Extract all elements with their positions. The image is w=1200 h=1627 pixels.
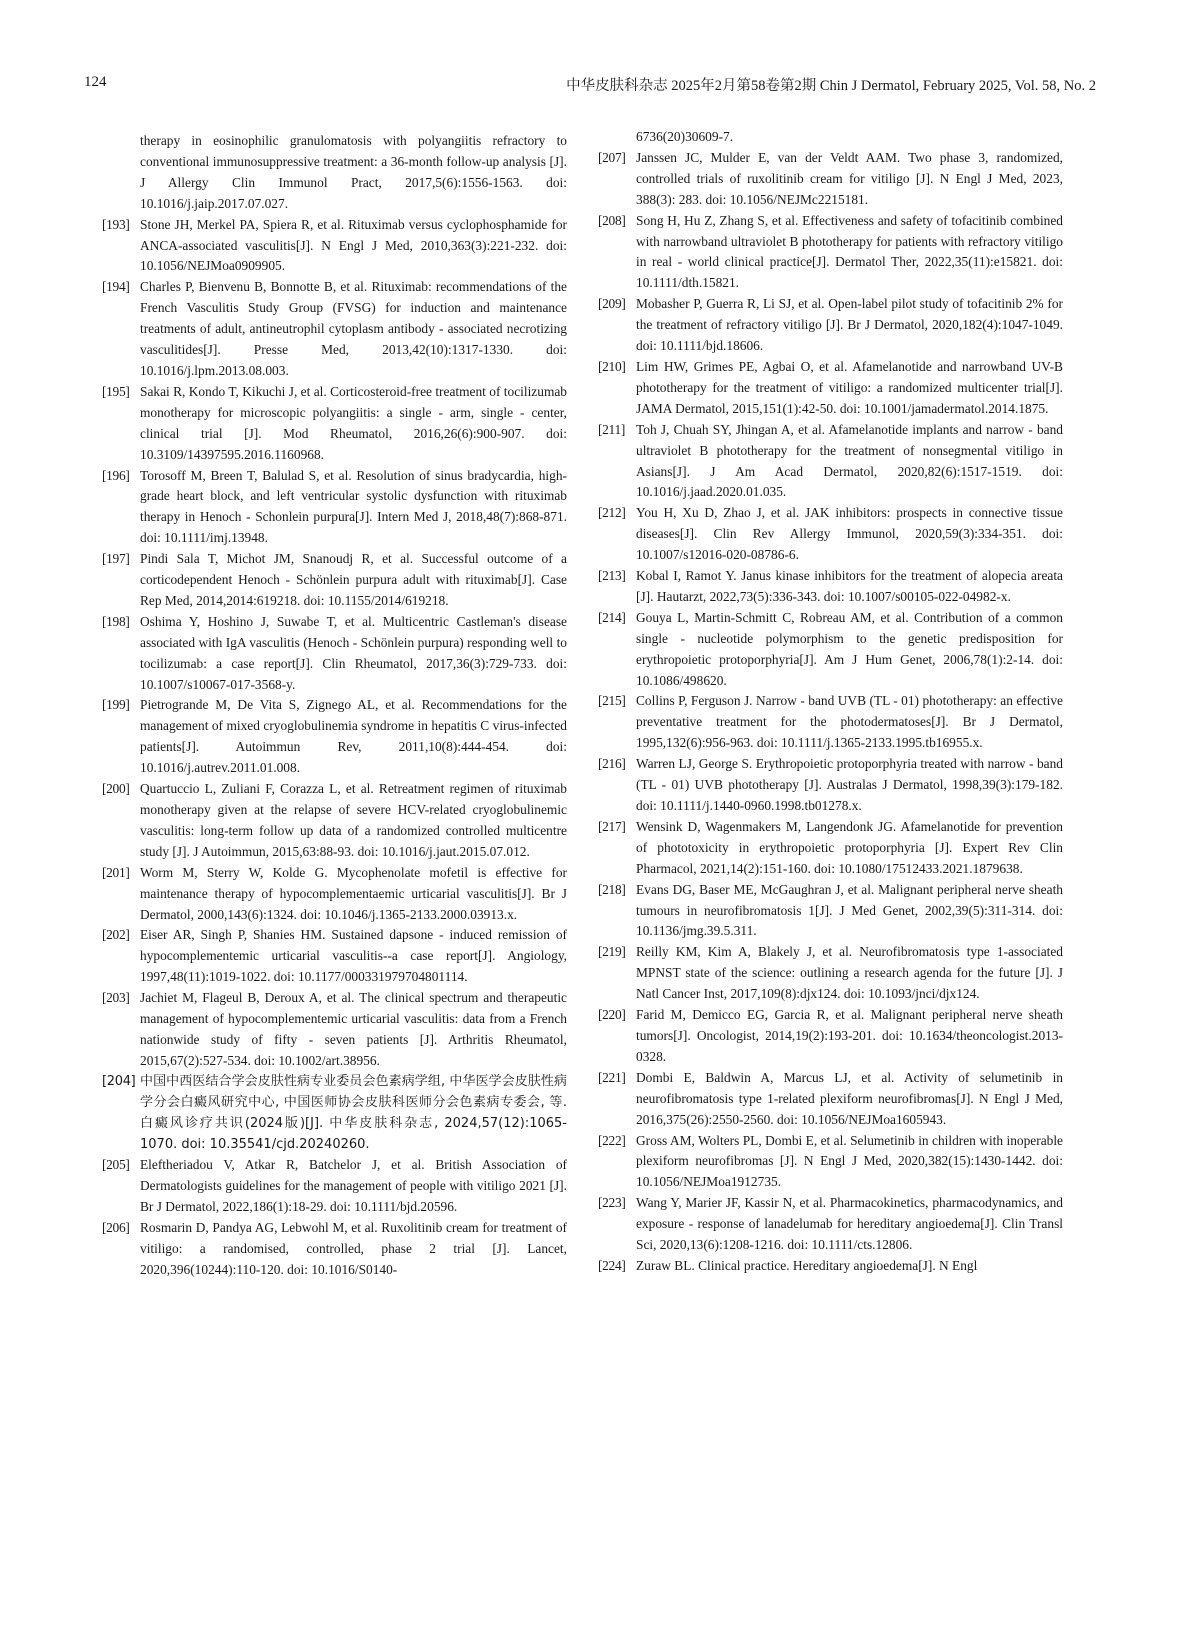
reference-text: Farid M, Demicco EG, Garcia R, et al. Malignant peripheral nerve sheath tumors[J]. Oncologist, 2014,19(2):193-201. doi: 10.1634/theoncologist.2013-0328.	[636, 1007, 1063, 1064]
reference-text: 6736(20)30609-7.	[636, 129, 734, 144]
reference-text: Pindi Sala T, Michot JM, Snanoudj R, et al. Successful outcome of a corticodependent Henoch - Schönlein purpura adult with rituximab[J]. Case Rep Med, 2014,2014:619218. doi: 10.1155/2014/619218.	[140, 551, 567, 608]
reference-number: [223]	[598, 1195, 626, 1211]
reference-text: Pietrogrande M, De Vita S, Zignego AL, et al. Recommendations for the management of mixed cryoglobulinemia syndrome in hepatitis C virus-infected patients[J]. Autoimmun Rev, 2011,10(8):444-454. doi: 10.1016/j.autrev.2011.01.008.	[140, 697, 567, 776]
reference-text: Charles P, Bienvenu B, Bonnotte B, et al. Rituximab: recommendations of the French Vasculitis Study Group (FVSG) for induction and maintenance treatments of adult, antineutrophil cytoplasm antibody - associated necrotizing vasculitides[J]. Presse Med, 2013,42(10):1317-1330. doi: 10.1016/j.lpm.2013.08.003.	[140, 279, 567, 378]
reference-text: Eiser AR, Singh P, Shanies HM. Sustained dapsone - induced remission of hypocomplementemic urticarial vasculitis--a case report[J]. Angiology, 1997,48(11):1019-1022. doi: 10.1177/000331979704801114.	[140, 927, 567, 985]
reference-entry	[102, 1072, 567, 1156]
reference-text: therapy in eosinophilic granulomatosis with polyangiitis refractory to conventional immunosuppressive treatment: a 36-month follow-up analysis [J]. J Allergy Clin Immunol Pract, 2017,5(6):1556-1563. doi: 10.1016/j.jaip.2017.07.027.	[140, 133, 567, 211]
reference-text: Evans DG, Baser ME, McGaughran J, et al. Malignant peripheral nerve sheath tumours in neurofibromatosis 1[J]. J Med Genet, 2002,39(5):311-314. doi: 10.1136/jmg.39.5.311.	[636, 881, 1063, 939]
reference-entry	[598, 1131, 1063, 1194]
reference-number: [220]	[598, 1007, 626, 1023]
reference-number: [207]	[598, 149, 626, 165]
reference-entry	[598, 1005, 1063, 1068]
reference-text: 中国中西医结合学会皮肤性病专业委员会色素病学组, 中华医学会皮肤性病学分会白癜风研究中心, 中国医师协会皮肤科医师分会色素病专委会, 等. 白癜风诊疗共识(2024版)[J]. 中华皮肤科杂志, 2024,57(12):1065-1070. doi: 10.35541/cjd.20240260.	[140, 1073, 567, 1152]
reference-entry	[102, 695, 567, 779]
reference-text: Sakai R, Kondo T, Kikuchi J, et al. Corticosteroid-free treatment of tocilizumab monotherapy for microscopic polyangiitis: a single - arm, single - center, clinical trial [J]. Mod Rheumatol, 2016,26(6):900-907. doi: 10.3109/14397595.2016.1160968.	[140, 383, 567, 462]
reference-number: [216]	[598, 756, 626, 772]
journal-running-title: 中华皮肤科杂志 2025年2月第58卷第2期 Chin J Dermatol, February 2025, Vol. 58, No. 2	[566, 78, 1096, 94]
reference-text: Toh J, Chuah SY, Jhingan A, et al. Afamelanotide implants and narrow - band ultraviolet B phototherapy for the treatment of nonsegmental vitiligo in Asians[J]. J Am Acad Dermatol, 2020,82(6):1517-1519. doi: 10.1016/j.jaad.2020.01.035.	[636, 421, 1063, 500]
reference-text: Jachiet M, Flageul B, Deroux A, et al. The clinical spectrum and therapeutic management of hypocomplementemic urticarial vasculitis: data from a French nationwide study of fifty - seven patients [J]. Arthritis Rheumatol, 2015,67(2):527-534. doi: 10.1002/art.38956.	[140, 990, 567, 1068]
reference-number: [198]	[102, 613, 130, 629]
reference-number: [222]	[598, 1132, 626, 1148]
reference-entry	[598, 608, 1063, 692]
reference-number: [212]	[598, 505, 626, 521]
reference-entry	[102, 612, 567, 696]
reference-entry	[102, 277, 567, 382]
reference-text: Eleftheriadou V, Atkar R, Batchelor J, et al. British Association of Dermatologists guidelines for the management of people with vitiligo 2021 [J]. Br J Dermatol, 2022,186(1):18-29. doi: 10.1111/bjd.20596.	[140, 1157, 567, 1215]
reference-number: [217]	[598, 818, 626, 834]
left-reference-column	[102, 131, 567, 1281]
reference-number: [201]	[102, 864, 130, 880]
reference-entry	[598, 148, 1063, 211]
reference-entry	[598, 1256, 1063, 1277]
reference-entry	[598, 420, 1063, 504]
reference-text: Lim HW, Grimes PE, Agbai O, et al. Afamelanotide and narrowband UV-B phototherapy for the treatment of vitiligo: a randomized multicenter trial[J]. JAMA Dermatol, 2015,151(1):42-50. doi: 10.1001/jamadermatol.2014.1875.	[636, 358, 1063, 416]
reference-number: [211]	[598, 421, 626, 437]
reference-text: Janssen JC, Mulder E, van der Veldt AAM. Two phase 3, randomized, controlled trials of ruxolitinib cream for vitiligo [J]. N Engl J Med, 2023, 388(3): 283. doi: 10.1056/NEJMc2215181.	[636, 149, 1063, 207]
reference-text: Warren LJ, George S. Erythropoietic protoporphyria treated with narrow - band (TL - 01) UVB phototherapy [J]. Australas J Dermatol, 1998,39(3):179-182. doi: 10.1111/j.1440-0960.1998.tb01278.x.	[636, 756, 1063, 813]
reference-text: Rosmarin D, Pandya AG, Lebwohl M, et al. Ruxolitinib cream for treatment of vitiligo: a randomised, controlled, phase 2 trial [J]. Lancet, 2020,396(10244):110-120. doi: 10.1016/S0140-	[140, 1220, 567, 1277]
reference-entry	[598, 1068, 1063, 1131]
reference-number: [209]	[598, 296, 626, 312]
reference-text: Gross AM, Wolters PL, Dombi E, et al. Selumetinib in children with inoperable plexiform neurofibromas [J]. N Engl J Med, 2020,382(15):1430-1442. doi: 10.1056/NEJMoa1912735.	[636, 1132, 1063, 1190]
reference-text: Song H, Hu Z, Zhang S, et al. Effectiveness and safety of tofacitinib combined with narrowband ultraviolet B phototherapy for patients with refractory vitiligo in real - world clinical practice[J]. Dermatol Ther, 2022,35(11):e15821. doi: 10.1111/dth.15821.	[636, 212, 1063, 291]
reference-text: You H, Xu D, Zhao J, et al. JAK inhibitors: prospects in connective tissue diseases[J]. Clin Rev Allergy Immunol, 2020,59(3):334-351. doi: 10.1007/s12016-020-08786-6.	[636, 505, 1063, 563]
reference-entry	[598, 691, 1063, 754]
reference-number: [206]	[102, 1220, 130, 1236]
reference-entry	[102, 1155, 567, 1218]
reference-text: Wang Y, Marier JF, Kassir N, et al. Pharmacokinetics, pharmacodynamics, and exposure - response of lanadelumab for hereditary angioedema[J]. Clin Transl Sci, 2020,13(6):1208-1216. doi: 10.1111/cts.12806.	[636, 1195, 1063, 1253]
reference-number: [194]	[102, 279, 130, 295]
reference-number: [208]	[598, 212, 626, 228]
reference-text: Torosoff M, Breen T, Balulad S, et al. Resolution of sinus bradycardia, high-grade heart block, and left ventricular systolic dysfunction with rituximab therapy in Henoch - Schonlein purpura[J]. Intern Med J, 2018,48(7):868-871. doi: 10.1111/imj.13948.	[140, 467, 567, 546]
reference-entry	[102, 925, 567, 988]
reference-entry	[598, 294, 1063, 357]
reference-number: [199]	[102, 697, 130, 713]
reference-text: Collins P, Ferguson J. Narrow - band UVB (TL - 01) phototherapy: an effective preventative treatment for the photodermatoses[J]. Br J Dermatol, 1995,132(6):956-963. doi: 10.1111/j.1365-2133.1995.tb16955.x.	[636, 693, 1063, 751]
reference-text: Oshima Y, Hoshino J, Suwabe T, et al. Multicentric Castleman's disease associated with IgA vasculitis (Henoch - Schönlein purpura) responding well to tocilizumab: a case report[J]. Clin Rheumatol, 2017,36(3):729-733. doi: 10.1007/s10067-017-3568-y.	[140, 613, 567, 692]
reference-entry	[598, 566, 1063, 608]
reference-text: Stone JH, Merkel PA, Spiera R, et al. Rituximab versus cyclophosphamide for ANCA-associated vasculitis[J]. N Engl J Med, 2010,363(3):221-232. doi: 10.1056/NEJMoa0909905.	[140, 216, 567, 274]
reference-entry	[598, 942, 1063, 1005]
reference-text: Zuraw BL. Clinical practice. Hereditary angioedema[J]. N Engl	[636, 1257, 978, 1273]
reference-number: [200]	[102, 781, 130, 797]
page-header	[0, 0, 1200, 110]
reference-number: [210]	[598, 358, 626, 374]
reference-entry	[598, 754, 1063, 817]
reference-text: Reilly KM, Kim A, Blakely J, et al. Neurofibromatosis type 1-associated MPNST state of the science: outlining a research agenda for the future [J]. J Natl Cancer Inst, 2017,109(8):djx124. doi: 10.1093/jnci/djx124.	[636, 944, 1063, 1002]
reference-text: Wensink D, Wagenmakers M, Langendonk JG. Afamelanotide for prevention of phototoxicity in erythropoietic protoporphyria [J]. Expert Rev Clin Pharmacol, 2021,14(2):151-160. doi: 10.1080/17512433.2021.1879638.	[636, 818, 1063, 876]
reference-number: [218]	[598, 881, 626, 897]
reference-number: [205]	[102, 1157, 130, 1173]
reference-number: [214]	[598, 609, 626, 625]
reference-text: Kobal I, Ramot Y. Janus kinase inhibitors for the treatment of alopecia areata [J]. Hautarzt, 2022,73(5):336-343. doi: 10.1007/s00105-022-04982-x.	[636, 568, 1063, 604]
reference-entry	[598, 1193, 1063, 1256]
reference-entry	[102, 131, 567, 215]
reference-entry	[102, 466, 567, 550]
reference-entry	[598, 211, 1063, 295]
reference-entry	[102, 779, 567, 863]
reference-number: [221]	[598, 1069, 626, 1085]
reference-text: Quartuccio L, Zuliani F, Corazza L, et al. Retreatment regimen of rituximab monotherapy given at the relapse of severe HCV-related cryoglobulinemic vasculitis: long-term follow up data of a randomized controlled multicentre study [J]. J Autoimmun, 2015,63:88-93. doi: 10.1016/j.jaut.2015.07.012.	[140, 781, 567, 859]
reference-entry	[102, 988, 567, 1072]
reference-entry	[102, 549, 567, 612]
reference-number: [215]	[598, 693, 626, 709]
reference-number: [203]	[102, 990, 130, 1006]
reference-number: [197]	[102, 551, 130, 567]
reference-number: [193]	[102, 216, 130, 232]
reference-text: Worm M, Sterry W, Kolde G. Mycophenolate mofetil is effective for maintenance therapy of hypocomplementaemic urticarial vasculitis[J]. Br J Dermatol, 2000,143(6):1324. doi: 10.1046/j.1365-2133.2000.03913.x.	[140, 864, 567, 922]
reference-number: [202]	[102, 927, 130, 943]
reference-text: Dombi E, Baldwin A, Marcus LJ, et al. Activity of selumetinib in neurofibromatosis type 1-related plexiform neurofibromas[J]. N Engl J Med, 2016,375(26):2550-2560. doi: 10.1056/NEJMoa1605943.	[636, 1069, 1063, 1127]
reference-number: [224]	[598, 1257, 626, 1273]
reference-entry	[102, 1218, 567, 1281]
reference-entry	[598, 357, 1063, 420]
reference-number: [204]	[102, 1073, 136, 1089]
reference-entry	[102, 863, 567, 926]
right-reference-column	[598, 127, 1063, 1277]
reference-entry	[598, 127, 1063, 148]
reference-text: Mobasher P, Guerra R, Li SJ, et al. Open-label pilot study of tofacitinib 2% for the treatment of refractory vitiligo [J]. Br J Dermatol, 2020,182(4):1047-1049. doi: 10.1111/bjd.18606.	[636, 296, 1063, 354]
reference-entry	[102, 382, 567, 466]
reference-entry	[102, 215, 567, 278]
reference-text: Gouya L, Martin-Schmitt C, Robreau AM, et al. Contribution of a common single - nucleotide polymorphism to the genetic predisposition for erythropoietic protoporphyria[J]. Am J Hum Genet, 2006,78(1):2-14. doi: 10.1086/498620.	[636, 609, 1063, 688]
reference-entry	[598, 880, 1063, 943]
reference-number: [195]	[102, 383, 130, 399]
reference-number: [196]	[102, 467, 130, 483]
reference-entry	[598, 817, 1063, 880]
reference-number: [219]	[598, 944, 626, 960]
page-number: 124	[84, 74, 107, 90]
reference-entry	[598, 503, 1063, 566]
reference-number: [213]	[598, 568, 626, 584]
